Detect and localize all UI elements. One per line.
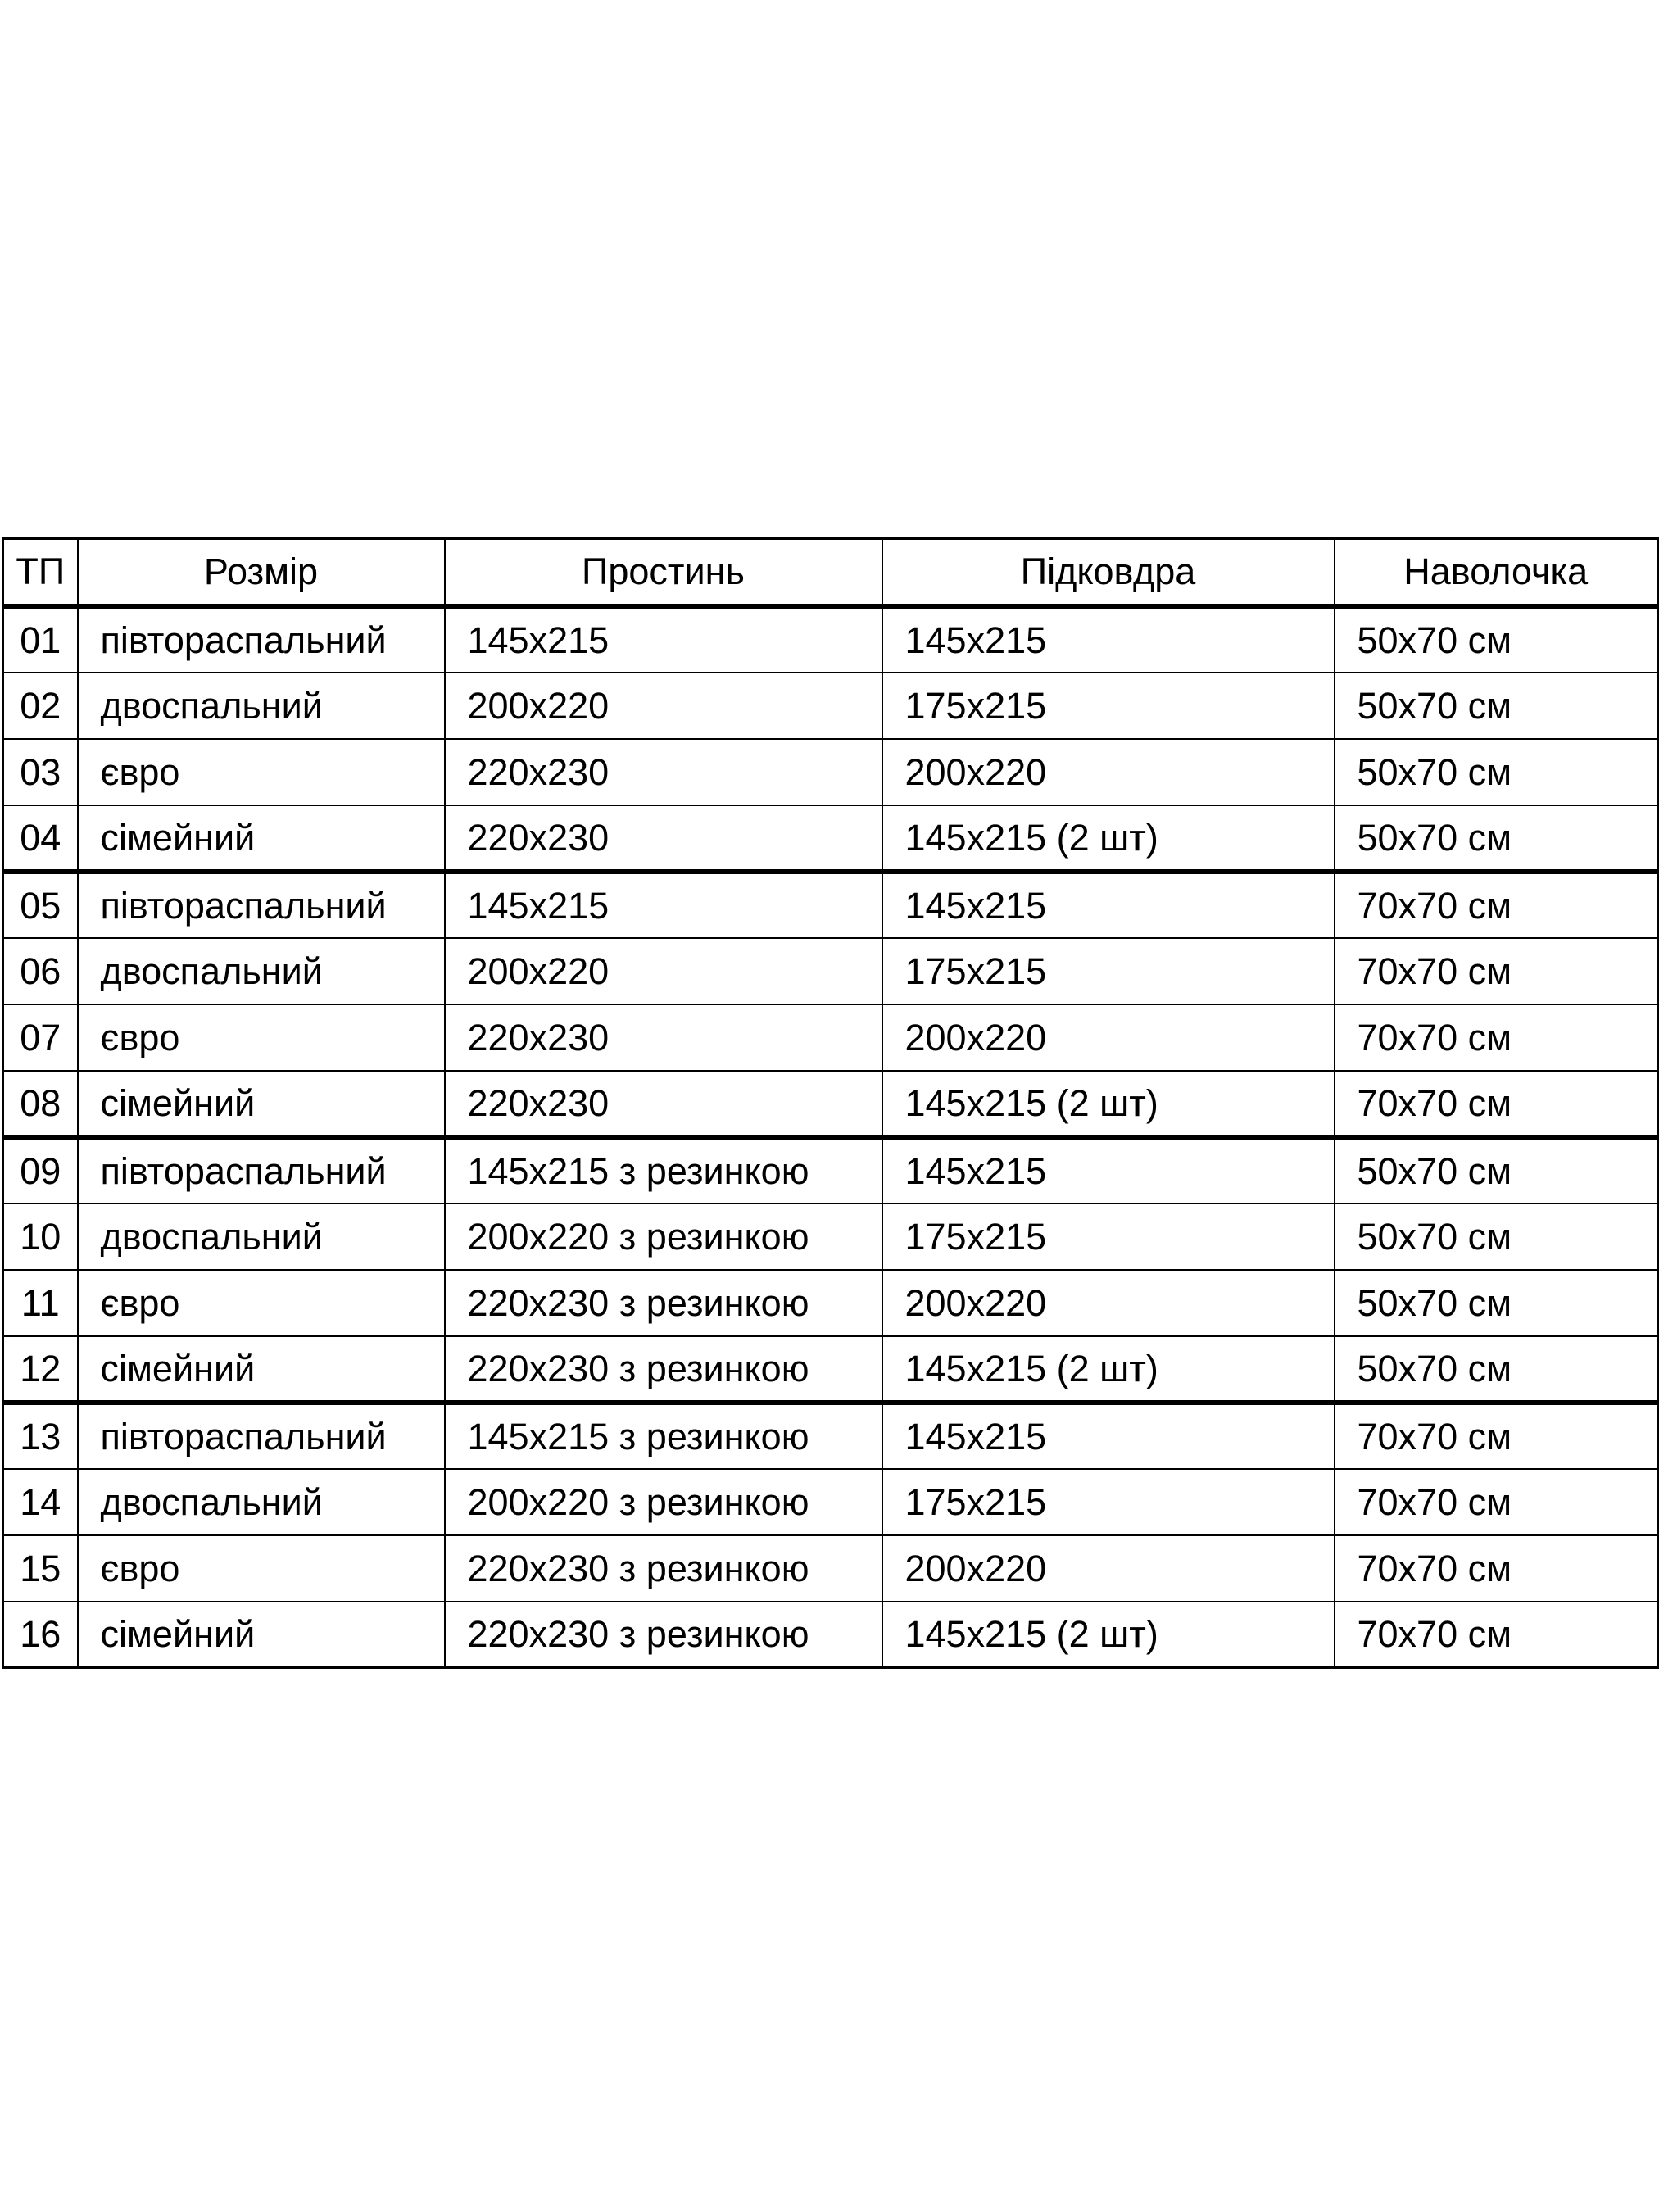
table-row (3, 673, 1658, 739)
sheet-cell: 200х220 (445, 673, 882, 739)
duvet-cell: 200х220 (882, 1270, 1335, 1336)
pillowcase-cell: 50х70 см (1335, 1336, 1658, 1403)
sheet-cell: 220х230 (445, 805, 882, 872)
duvet-cell: 200х220 (882, 1004, 1335, 1071)
sheet-cell: 145х215 (445, 606, 882, 673)
row-number-cell: 16 (3, 1602, 78, 1668)
pillowcase-cell: 50х70 см (1335, 805, 1658, 872)
duvet-cell: 175х215 (882, 1469, 1335, 1535)
table-row (3, 1469, 1658, 1535)
duvet-cell: 175х215 (882, 673, 1335, 739)
duvet-cell: 145х215 (2 шт) (882, 805, 1335, 872)
duvet-cell: 145х215 (882, 1137, 1335, 1203)
row-number-cell: 01 (3, 606, 78, 673)
size-cell: євро (78, 1270, 445, 1336)
pillowcase-cell: 50х70 см (1335, 606, 1658, 673)
sheet-cell: 200х220 з резинкою (445, 1469, 882, 1535)
duvet-cell: 175х215 (882, 1203, 1335, 1270)
table-row (3, 938, 1658, 1004)
sheet-cell: 145х215 з резинкою (445, 1403, 882, 1469)
sheet-cell: 200х220 з резинкою (445, 1203, 882, 1270)
row-number-cell: 14 (3, 1469, 78, 1535)
table-row (3, 1535, 1658, 1602)
row-number-cell: 15 (3, 1535, 78, 1602)
pillowcase-cell: 70х70 см (1335, 1469, 1658, 1535)
size-cell: сімейний (78, 1336, 445, 1403)
table-row (3, 1270, 1658, 1336)
row-number-cell: 12 (3, 1336, 78, 1403)
size-cell: євро (78, 739, 445, 805)
duvet-cell: 145х215 (2 шт) (882, 1602, 1335, 1668)
table-row (3, 1403, 1658, 1469)
header-id: ТП (3, 539, 78, 606)
table-row (3, 606, 1658, 673)
row-number-cell: 04 (3, 805, 78, 872)
bed-linen-size-table (2, 537, 1659, 1669)
table-row (3, 1602, 1658, 1668)
duvet-cell: 145х215 (2 шт) (882, 1336, 1335, 1403)
size-cell: сімейний (78, 1071, 445, 1137)
header-pillowcase: Наволочка (1335, 539, 1658, 606)
sheet-cell: 145х215 (445, 872, 882, 938)
row-number-cell: 02 (3, 673, 78, 739)
size-cell: євро (78, 1535, 445, 1602)
size-cell: двоспальний (78, 1203, 445, 1270)
row-number-cell: 06 (3, 938, 78, 1004)
table-row (3, 739, 1658, 805)
sheet-cell: 220х230 з резинкою (445, 1602, 882, 1668)
size-cell: півтораспальний (78, 1137, 445, 1203)
size-cell: двоспальний (78, 1469, 445, 1535)
pillowcase-cell: 70х70 см (1335, 1004, 1658, 1071)
pillowcase-cell: 50х70 см (1335, 673, 1658, 739)
table-row (3, 1137, 1658, 1203)
table-row (3, 872, 1658, 938)
table-row (3, 1336, 1658, 1403)
duvet-cell: 145х215 (882, 1403, 1335, 1469)
size-cell: півтораспальний (78, 872, 445, 938)
table-body (3, 606, 1658, 1668)
header-duvet: Підковдра (882, 539, 1335, 606)
duvet-cell: 200х220 (882, 739, 1335, 805)
row-number-cell: 08 (3, 1071, 78, 1137)
sheet-cell: 220х230 (445, 1004, 882, 1071)
size-cell: півтораспальний (78, 1403, 445, 1469)
bed-linen-size-table-wrap (2, 537, 1657, 1669)
sheet-cell: 220х230 з резинкою (445, 1535, 882, 1602)
pillowcase-cell: 50х70 см (1335, 1270, 1658, 1336)
size-cell: двоспальний (78, 673, 445, 739)
row-number-cell: 05 (3, 872, 78, 938)
pillowcase-cell: 70х70 см (1335, 1071, 1658, 1137)
duvet-cell: 145х215 (2 шт) (882, 1071, 1335, 1137)
duvet-cell: 175х215 (882, 938, 1335, 1004)
row-number-cell: 11 (3, 1270, 78, 1336)
sheet-cell: 220х230 з резинкою (445, 1270, 882, 1336)
row-number-cell: 07 (3, 1004, 78, 1071)
table-row (3, 1004, 1658, 1071)
size-cell: євро (78, 1004, 445, 1071)
table-row (3, 805, 1658, 872)
row-number-cell: 13 (3, 1403, 78, 1469)
pillowcase-cell: 50х70 см (1335, 739, 1658, 805)
pillowcase-cell: 50х70 см (1335, 1137, 1658, 1203)
duvet-cell: 145х215 (882, 872, 1335, 938)
pillowcase-cell: 70х70 см (1335, 1403, 1658, 1469)
pillowcase-cell: 70х70 см (1335, 1535, 1658, 1602)
sheet-cell: 220х230 (445, 739, 882, 805)
pillowcase-cell: 50х70 см (1335, 1203, 1658, 1270)
sheet-cell: 220х230 (445, 1071, 882, 1137)
size-cell: двоспальний (78, 938, 445, 1004)
pillowcase-cell: 70х70 см (1335, 938, 1658, 1004)
pillowcase-cell: 70х70 см (1335, 1602, 1658, 1668)
sheet-cell: 220х230 з резинкою (445, 1336, 882, 1403)
sheet-cell: 145х215 з резинкою (445, 1137, 882, 1203)
pillowcase-cell: 70х70 см (1335, 872, 1658, 938)
header-size: Розмір (78, 539, 445, 606)
size-cell: сімейний (78, 1602, 445, 1668)
size-cell: півтораспальний (78, 606, 445, 673)
duvet-cell: 145х215 (882, 606, 1335, 673)
row-number-cell: 03 (3, 739, 78, 805)
size-cell: сімейний (78, 805, 445, 872)
header-sheet: Простинь (445, 539, 882, 606)
sheet-cell: 200х220 (445, 938, 882, 1004)
table-row (3, 1203, 1658, 1270)
duvet-cell: 200х220 (882, 1535, 1335, 1602)
row-number-cell: 09 (3, 1137, 78, 1203)
table-row (3, 1071, 1658, 1137)
row-number-cell: 10 (3, 1203, 78, 1270)
header-row (3, 539, 1658, 606)
